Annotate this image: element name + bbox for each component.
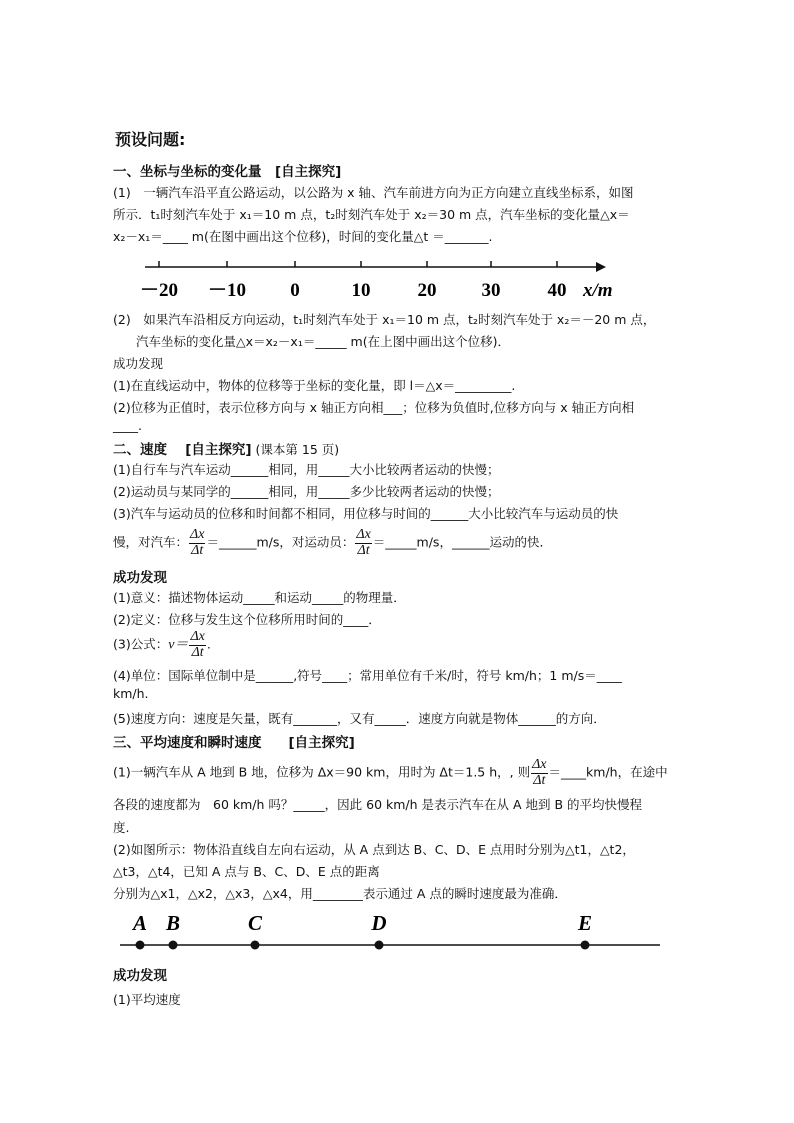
s3-q1-line1	[113, 758, 668, 788]
fraction-num: Δx	[190, 527, 205, 542]
s2-r4-line1: (4)单位：国际单位制中是______,符号____；常用单位有千米/时，符号 km/h；1 m/s＝____	[113, 668, 622, 683]
s2-q1: (1)自行车与汽车运动______相同，用_____大小比较两者运动的快慢；	[113, 462, 500, 477]
axis-tick-label: 10	[351, 280, 371, 301]
point-c-label: C	[247, 911, 263, 935]
point-b-label: B	[165, 911, 181, 935]
section1-title: 一、坐标与坐标的变化量 [自主探究]	[113, 164, 342, 180]
s2-q3-line1: (3)汽车与运动员的位移和时间都不相同，用位移与时间的______大小比较汽车与运动员的快	[113, 506, 619, 521]
points-line-figure	[118, 905, 668, 955]
point-d-dot	[375, 941, 384, 950]
s3-q1-pre: (1)一辆汽车从 A 地到 B 地，位移为 Δx＝90 km，用时为 Δt＝1.5 h，, 则	[113, 764, 531, 780]
fraction-den: Δt	[357, 542, 370, 558]
fraction-num: Δx	[356, 527, 371, 542]
s3-q2-line2: △t3，△t4，已知 A 点与 B、C、D、E 点的距离	[113, 864, 380, 879]
s3-q1-line3: 度.	[113, 820, 130, 835]
s2-r5: (5)速度方向：速度是矢量，既有_______，又有_____．速度方向就是物体______的方向．	[113, 711, 606, 726]
point-e-label: E	[577, 911, 593, 935]
s1-q1-line3: x₂－x₁＝____ m(在图中画出这个位移)，时间的变化量△t ＝_______.	[113, 229, 493, 244]
axis-tick-label: －10	[207, 280, 247, 301]
section2-title-row	[113, 438, 339, 458]
point-a-dot	[136, 941, 145, 950]
section3-title: 三、平均速度和瞬时速度 [自主探究]	[113, 735, 355, 751]
s1-discovery-2-line1: (2)位移为正值时，表示位移方向与 x 轴正方向相___；位移为负值时,位移方向与 x 轴正方向相	[113, 400, 635, 415]
s1-discovery-title: 成功发现	[113, 356, 164, 371]
point-d-label: D	[371, 911, 387, 935]
s3-q2-line3: 分别为△x1，△x2，△x3，△x4，用________表示通过 A 点的瞬时速度最为准确．	[113, 886, 567, 901]
coordinate-axis-figure	[130, 252, 620, 302]
fraction-den: Δt	[533, 772, 546, 788]
fraction-den: Δt	[191, 644, 204, 660]
s1-discovery-1: (1)在直线运动中，物体的位移等于坐标的变化量，即 l＝△x＝_________.	[113, 378, 516, 393]
s2-q3-pre: 慢，对汽车：	[113, 534, 189, 550]
fraction-runner	[355, 528, 371, 558]
fraction-avg	[531, 758, 547, 788]
s3-discovery-title: 成功发现	[113, 968, 167, 984]
axis-tick-label: －20	[139, 280, 179, 301]
heading: 预设问题:	[115, 130, 186, 149]
s2-q2: (2)运动员与某同学的______相同，用_____多少比较两者运动的快慢；	[113, 484, 500, 499]
axis-tick-label: 40	[547, 280, 567, 301]
s1-q2-line1: (2) 如果汽车沿相反方向运动，t₁时刻汽车处于 x₁＝10 m 点，t₂时刻汽车处于 x₂＝－20 m 点，	[113, 312, 656, 327]
s3-q2-line1: (2)如图所示：物体沿直线自左向右运动，从 A 点到达 B、C、D、E 点用时分别为△t1，△t2，	[113, 842, 635, 857]
s3-q1-end: ＝____km/h，在途中	[548, 764, 668, 780]
s2-q3-mid: ＝______m/s，对运动员：	[206, 534, 355, 550]
s3-d1: (1)平均速度	[113, 992, 181, 1007]
s1-q1-line1: (1) 一辆汽车沿平直公路运动，以公路为 x 轴、汽车前进方向为正方向建立直线坐标系，如图	[113, 185, 634, 200]
section2-title: 二、速度 [自主探究]	[113, 442, 252, 458]
s2-r1: (1)意义：描述物体运动_____和运动_____的物理量．	[113, 590, 406, 605]
fraction-den: Δt	[191, 542, 204, 558]
s2-r2: (2)定义：位移与发生这个位移所用时间的____．	[113, 612, 381, 627]
axis-tick-label: 20	[417, 280, 437, 301]
point-a-label: A	[132, 911, 148, 935]
s2-r3-pre: (3)公式：	[113, 636, 169, 652]
axis-tick-label: 0	[290, 280, 300, 301]
fraction-formula	[189, 630, 205, 660]
s2-r3-end: .	[206, 636, 211, 652]
s2-r3	[113, 630, 211, 660]
fraction-num: Δx	[532, 757, 547, 772]
s2-r3-v: v＝	[168, 637, 189, 653]
s1-q1-line2: 所示．t₁时刻汽车处于 x₁＝10 m 点，t₂时刻汽车处于 x₂＝30 m 点，汽车坐标的变化量△x＝	[113, 207, 630, 222]
axis-arrow-icon	[596, 262, 606, 272]
fraction-car	[189, 528, 205, 558]
point-c-dot	[251, 941, 260, 950]
axis-unit-label: x/m	[583, 280, 613, 301]
point-b-dot	[169, 941, 178, 950]
s1-q2-line2: 汽车坐标的变化量△x＝x₂－x₁＝_____ m(在上图中画出这个位移)．	[136, 334, 510, 349]
s2-q3-line2	[113, 528, 552, 558]
s3-q1-line2: 各段的速度都为 60 km/h 吗？_____，因此 60 km/h 是表示汽车在从 A 地到 B 的平均快慢程	[113, 797, 643, 812]
s2-q3-end: ＝_____m/s，______运动的快．	[372, 534, 552, 550]
point-e-dot	[581, 941, 590, 950]
axis-tick-label: 30	[481, 280, 501, 301]
s2-r4-line2: km/h.	[113, 686, 149, 701]
s1-discovery-2-line2: ____.	[113, 418, 142, 433]
s2-discovery-title: 成功发现	[113, 570, 167, 586]
fraction-num: Δx	[190, 629, 205, 644]
section2-title-extra: (课本第 15 页)	[255, 442, 340, 457]
